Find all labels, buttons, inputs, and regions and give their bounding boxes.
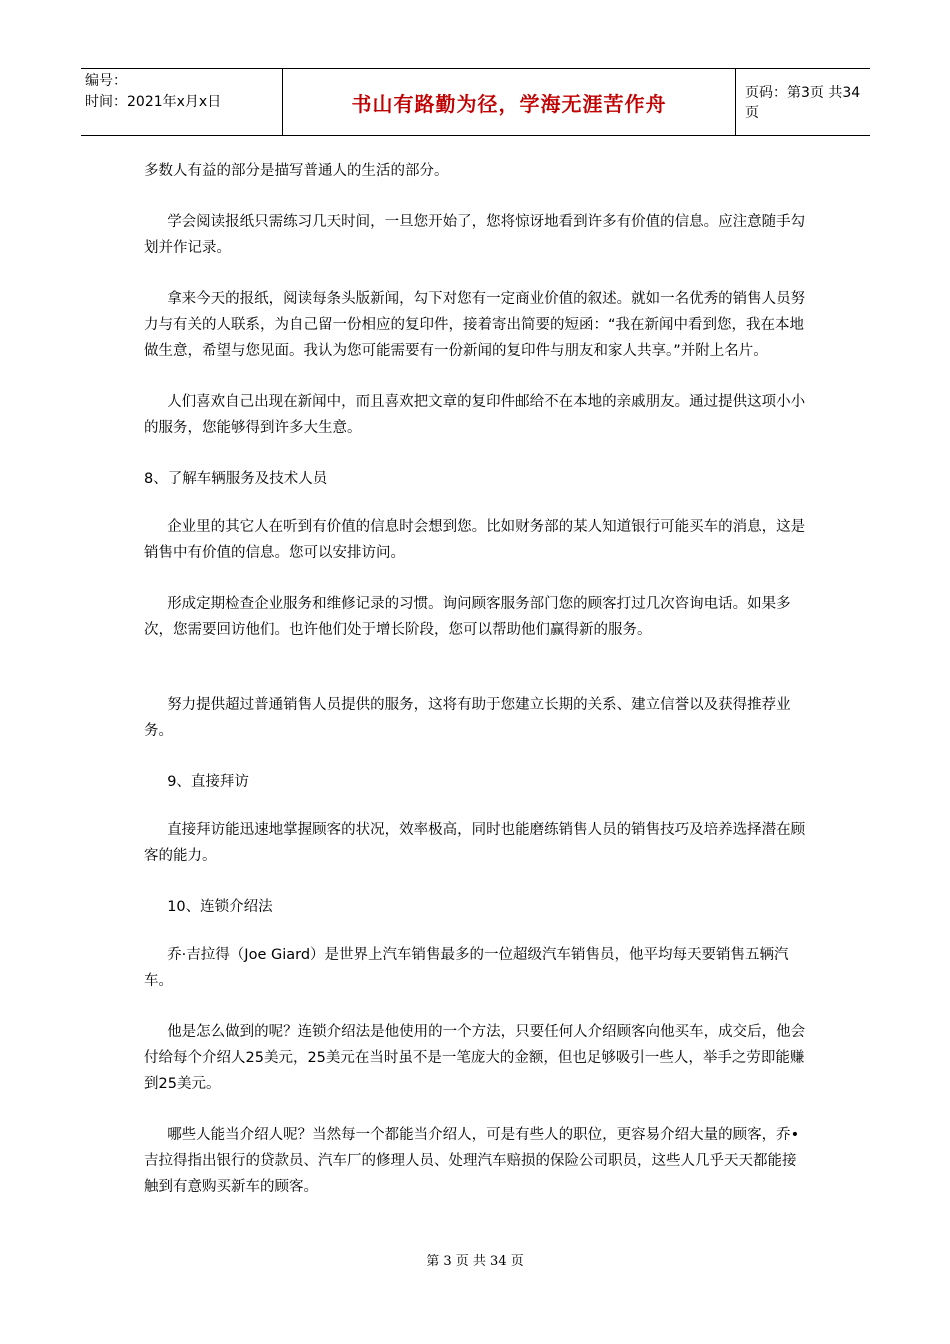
paragraph: 哪些人能当介绍人呢？当然每一个都能当介绍人，可是有些人的职位，更容易介绍大量的顾客，乔•吉拉得指出银行的贷款员、汽车厂的修理人员、处理汽车赔损的保险公司职员，这些人几乎天天都能接触到有意购买新车的顾客。: [144, 1127, 800, 1195]
section-heading: 9、直接拜访: [167, 774, 249, 790]
paragraph: 人们喜欢自己出现在新闻中，而且喜欢把文章的复印件邮给不在本地的亲戚朋友。通过提供这项小小的服务，您能够得到许多大生意。: [144, 394, 806, 436]
document-number-label: 编号：: [85, 73, 127, 89]
paragraph: 企业里的其它人在听到有价值的信息时会想到您。比如财务部的某人知道银行可能买车的消息，这是销售中有价值的信息。您可以安排访问。: [144, 519, 806, 561]
header-motto: 书山有路勤为径，学海无涯苦作舟: [351, 91, 667, 116]
document-time-label: 时间：2021年x月x日: [85, 94, 222, 110]
paragraph: 形成定期检查企业服务和维修记录的习惯。询问顾客服务部门您的顾客打过几次咨询电话。如果多次，您需要回访他们。也许他们处于增长阶段，您可以帮助他们赢得新的服务。: [144, 596, 791, 638]
document-body: [144, 158, 810, 1225]
page-header: [81, 68, 870, 136]
section-heading: 10、连锁介绍法: [167, 899, 273, 915]
header-meta: [81, 69, 283, 135]
paragraph: 拿来今天的报纸，阅读每条头版新闻，勾下对您有一定商业价值的叙述。就如一名优秀的销售人员努力与有关的人联系，为自己留一份相应的复印件，接着寄出简要的短函：“我在新闻中看到您，我在本地做生意，希望与您见面。我认为您可能需要有一份新闻的复印件与朋友和家人共享。”并附上名片。: [144, 291, 806, 359]
header-motto-cell: [283, 69, 736, 135]
header-page-cell: [736, 69, 870, 135]
header-page-number: 页码：第3页 共34页: [745, 85, 861, 121]
spacer: [144, 668, 810, 692]
paragraph: 乔·吉拉得（Joe Giard）是世界上汽车销售最多的一位超级汽车销售员，他平均每天要销售五辆汽车。: [144, 947, 789, 989]
paragraph: 多数人有益的部分是描写普通人的生活的部分。: [144, 163, 449, 179]
paragraph: 努力提供超过普通销售人员提供的服务，这将有助于您建立长期的关系、建立信誉以及获得推荐业务。: [144, 697, 791, 739]
section-heading: 8、了解车辆服务及技术人员: [144, 471, 328, 487]
paragraph: 直接拜访能迅速地掌握顾客的状况，效率极高，同时也能磨练销售人员的销售技巧及培养选择潜在顾客的能力。: [144, 822, 806, 864]
paragraph: 他是怎么做到的呢？连锁介绍法是他使用的一个方法，只要任何人介绍顾客向他买车，成交后，他会付给每个介绍人25美元，25美元在当时虽不是一笔庞大的金额，但也足够吸引一些人，举手之劳即能赚到25美元。: [144, 1024, 806, 1092]
page-footer: 第 3 页 共 34 页: [426, 1254, 524, 1269]
paragraph: 学会阅读报纸只需练习几天时间，一旦您开始了，您将惊讶地看到许多有价值的信息。应注意随手勾划并作记录。: [144, 214, 806, 256]
